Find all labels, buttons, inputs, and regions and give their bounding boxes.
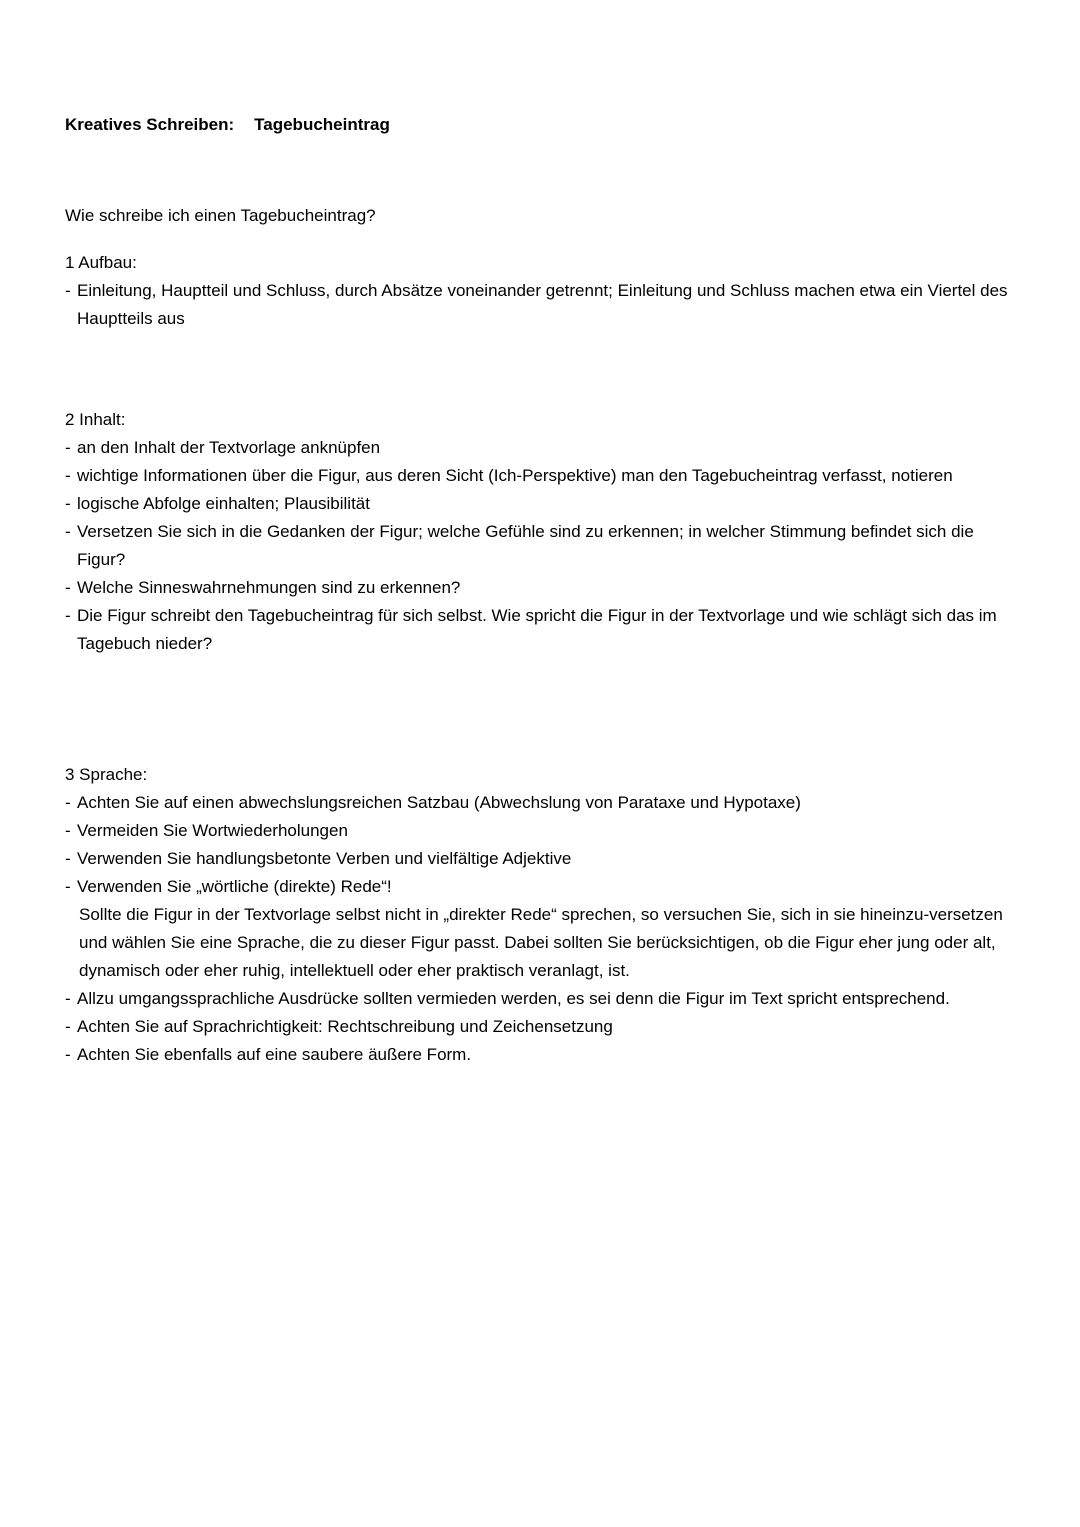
- list-item: [65, 602, 1025, 658]
- list-item-text: Allzu umgangssprachliche Ausdrücke sollten vermieden werden, es sei denn die Figur im Text spricht entsprechend.: [77, 989, 950, 1008]
- list-item: [65, 277, 1025, 333]
- list-item: [65, 985, 1025, 1013]
- section-heading: 2 Inhalt:: [65, 410, 126, 429]
- document-title: [65, 111, 390, 139]
- section-aufbau: [65, 249, 1025, 333]
- title-right: Tagebucheintrag: [254, 115, 390, 134]
- list-item: [65, 1013, 1025, 1041]
- list-item-text: Achten Sie auf einen abwechslungsreichen Satzbau (Abwechslung von Parataxe und Hypotaxe): [77, 793, 801, 812]
- section-heading: 3 Sprache:: [65, 765, 148, 784]
- direct-speech-note: Sollte die Figur in der Textvorlage selbst nicht in „direkter Rede“ sprechen, so versuchen Sie, sich in sie hineinzu-versetzen und wählen Sie eine Sprache, die zu dieser Figur passt. Dabei sollten Sie berücksichtigen, ob die Figur eher jung oder alt, dynamisch oder eher ruhig, intellektuell oder eher praktisch veranlagt, ist.: [79, 905, 1003, 980]
- list-item: [65, 845, 1025, 873]
- bullet-dash: -: [65, 522, 71, 541]
- bullet-dash: -: [65, 438, 71, 457]
- list-item-text: Achten Sie auf Sprachrichtigkeit: Rechtschreibung und Zeichensetzung: [77, 1017, 613, 1036]
- bullet-dash: -: [65, 821, 71, 840]
- bullet-dash: -: [65, 989, 71, 1008]
- bullet-dash: -: [65, 606, 71, 625]
- list-item: [65, 434, 1025, 462]
- title-left: Kreatives Schreiben:: [65, 115, 235, 134]
- bullet-dash: -: [65, 578, 71, 597]
- list-item-text: Einleitung, Hauptteil und Schluss, durch Absätze voneinander getrennt; Einleitung und Schluss machen etwa ein Viertel des Hauptteils aus: [77, 281, 1008, 328]
- list-item: [65, 1041, 1025, 1069]
- section-heading: 1 Aufbau:: [65, 253, 137, 272]
- list-item: [65, 817, 1025, 845]
- list-item-text: Die Figur schreibt den Tagebucheintrag für sich selbst. Wie spricht die Figur in der Textvorlage und wie schlägt sich das im Tagebuch nieder?: [77, 606, 997, 653]
- intro-question: Wie schreibe ich einen Tagebucheintrag?: [65, 206, 376, 225]
- list-item-text: Verwenden Sie „wörtliche (direkte) Rede“!: [77, 877, 392, 896]
- bullet-dash: -: [65, 877, 71, 896]
- list-item-text: Vermeiden Sie Wortwiederholungen: [77, 821, 348, 840]
- bullet-dash: -: [65, 281, 71, 300]
- list-item-text: Versetzen Sie sich in die Gedanken der Figur; welche Gefühle sind zu erkennen; in welcher Stimmung befindet sich die Figur?: [77, 522, 974, 569]
- bullet-dash: -: [65, 466, 71, 485]
- section-inhalt: [65, 406, 1025, 658]
- list-item: [65, 490, 1025, 518]
- list-item-text: logische Abfolge einhalten; Plausibilität: [77, 494, 370, 513]
- list-item: [65, 873, 1025, 901]
- list-item-text: Verwenden Sie handlungsbetonte Verben und vielfältige Adjektive: [77, 849, 572, 868]
- list-item-text: wichtige Informationen über die Figur, aus deren Sicht (Ich-Perspektive) man den Tagebucheintrag verfasst, notieren: [77, 466, 953, 485]
- bullet-dash: -: [65, 494, 71, 513]
- section-sprache: [65, 761, 1025, 1069]
- bullet-dash: -: [65, 849, 71, 868]
- list-item-text: Welche Sinneswahrnehmungen sind zu erkennen?: [77, 578, 461, 597]
- list-item: [65, 462, 1025, 490]
- list-item-text: an den Inhalt der Textvorlage anknüpfen: [77, 438, 381, 457]
- bullet-dash: -: [65, 793, 71, 812]
- list-item: [65, 789, 1025, 817]
- list-item: [65, 518, 1025, 574]
- bullet-dash: -: [65, 1045, 71, 1064]
- list-item-text: Achten Sie ebenfalls auf eine saubere äußere Form.: [77, 1045, 472, 1064]
- bullet-dash: -: [65, 1017, 71, 1036]
- list-item: [65, 574, 1025, 602]
